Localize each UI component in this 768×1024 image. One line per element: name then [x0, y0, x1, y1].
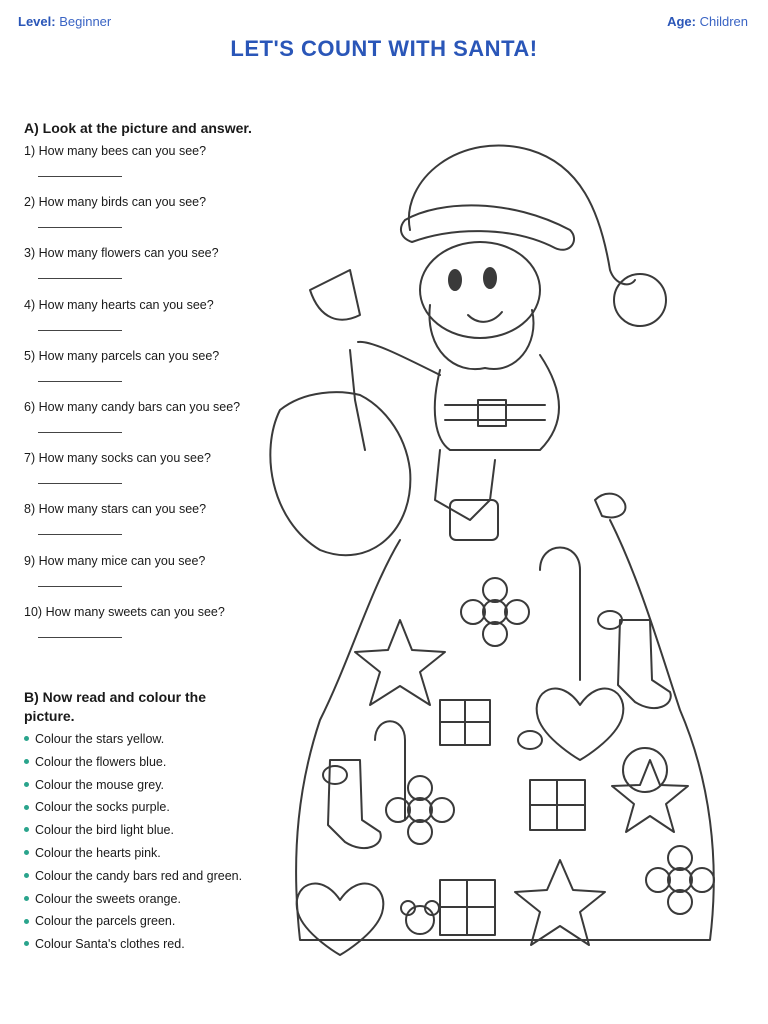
instruction-text: Colour the socks purple.	[35, 800, 170, 815]
santa-face	[420, 242, 540, 338]
star-3	[515, 860, 605, 945]
santa-tree-illustration	[240, 120, 768, 1020]
answer-line[interactable]	[38, 586, 122, 587]
instruction-item	[24, 867, 264, 890]
sack-string	[350, 350, 365, 450]
question-text: How many flowers can you see?	[38, 246, 219, 261]
candy-cane-2	[375, 721, 405, 820]
question-text: How many birds can you see?	[38, 195, 207, 210]
question-text: How many parcels can you see?	[38, 348, 220, 363]
level-label	[18, 14, 111, 29]
question-number: 10)	[24, 604, 43, 619]
section-b	[24, 688, 264, 958]
level-value: Beginner	[59, 14, 112, 29]
question-text: How many candy bars can you see?	[38, 399, 241, 414]
question-item	[24, 554, 264, 605]
question-number: 8)	[24, 502, 36, 517]
instruction-text: Colour Santa's clothes red.	[35, 937, 185, 952]
answer-line[interactable]	[38, 227, 122, 228]
question-number: 9)	[24, 553, 36, 568]
mouse-head	[406, 906, 434, 934]
hat-pompom	[614, 274, 666, 326]
flower-2	[386, 776, 454, 844]
santa-arm	[358, 342, 440, 375]
question-number: 6)	[24, 399, 36, 414]
bullet-dot-icon	[24, 782, 29, 787]
question-text: How many mice can you see?	[38, 553, 206, 568]
section-a-heading: A) Look at the picture and answer.	[24, 120, 252, 136]
bullet-dot-icon	[24, 850, 29, 855]
instruction-text: Colour the stars yellow.	[35, 732, 165, 746]
bee-2	[518, 731, 542, 749]
section-b-heading-line2: picture.	[24, 708, 75, 724]
question-item	[24, 246, 264, 297]
question-item	[24, 298, 264, 349]
section-b-heading	[24, 688, 264, 726]
bell	[310, 270, 360, 320]
instruction-item	[24, 798, 264, 821]
santa-leg	[435, 450, 495, 520]
santa-mouth	[468, 312, 502, 322]
santa-hat	[409, 145, 635, 284]
bullet-dot-icon	[24, 919, 29, 924]
instruction-list	[24, 730, 264, 958]
section-b-heading-line1: B) Now read and colour the	[24, 689, 207, 705]
bullet-dot-icon	[24, 736, 29, 741]
bullet-dot-icon	[24, 759, 29, 764]
sock-2	[618, 620, 671, 708]
question-item	[24, 605, 264, 656]
instruction-text: Colour the sweets orange.	[35, 891, 181, 906]
instruction-text: Colour the flowers blue.	[35, 754, 167, 769]
santa-boot	[450, 500, 498, 540]
question-text: How many socks can you see?	[38, 451, 211, 466]
question-text: How many hearts can you see?	[38, 297, 214, 312]
bullet-dot-icon	[24, 827, 29, 832]
bee-3	[323, 766, 347, 784]
question-number: 2)	[24, 195, 36, 210]
instruction-item	[24, 890, 264, 913]
star-1	[355, 620, 445, 705]
age-label	[667, 14, 748, 29]
bee-1	[598, 611, 622, 629]
bullet-dot-icon	[24, 941, 29, 946]
question-number: 7)	[24, 451, 36, 466]
instruction-text: Colour the hearts pink.	[35, 845, 161, 860]
candy-cane-1	[540, 548, 580, 681]
instruction-item	[24, 844, 264, 867]
instruction-text: Colour the candy bars red and green.	[35, 868, 243, 883]
question-text: How many sweets can you see?	[45, 604, 225, 619]
flower-3	[646, 846, 714, 914]
question-list	[24, 144, 264, 656]
instruction-item	[24, 912, 264, 935]
question-item	[24, 502, 264, 553]
section-a	[24, 120, 264, 656]
answer-line[interactable]	[38, 330, 122, 331]
bullet-dot-icon	[24, 873, 29, 878]
instruction-item	[24, 821, 264, 844]
santa-sack	[270, 392, 410, 555]
answer-line[interactable]	[38, 278, 122, 279]
question-item	[24, 400, 264, 451]
heart-2	[297, 884, 384, 955]
question-item	[24, 195, 264, 246]
instruction-text: Colour the parcels green.	[35, 914, 176, 929]
question-number: 4)	[24, 297, 36, 312]
belt-buckle	[478, 400, 506, 426]
question-text: How many bees can you see?	[38, 144, 207, 158]
flower-1	[461, 578, 529, 646]
instruction-text: Colour the mouse grey.	[35, 777, 164, 792]
instruction-item	[24, 776, 264, 799]
question-number: 5)	[24, 348, 36, 363]
instruction-item	[24, 753, 264, 776]
age-value: Children	[699, 14, 748, 29]
question-number: 1)	[24, 144, 36, 158]
level-key: Level:	[18, 14, 56, 29]
santa-eye-right	[484, 268, 496, 288]
sock-1	[328, 760, 381, 848]
page-title: LET'S COUNT WITH SANTA!	[230, 36, 538, 61]
answer-line[interactable]	[38, 381, 122, 382]
answer-line[interactable]	[38, 176, 122, 177]
question-text: How many stars can you see?	[38, 502, 207, 517]
answer-line[interactable]	[38, 483, 122, 484]
answer-line[interactable]	[38, 432, 122, 433]
question-number: 3)	[24, 246, 36, 261]
bird	[595, 494, 625, 518]
santa-belt	[445, 405, 545, 420]
question-item	[24, 451, 264, 502]
answer-line[interactable]	[38, 637, 122, 638]
santa-eye-left	[449, 270, 461, 290]
question-item	[24, 349, 264, 400]
instruction-item	[24, 730, 264, 753]
instruction-item	[24, 935, 264, 958]
answer-line[interactable]	[38, 534, 122, 535]
bullet-dot-icon	[24, 896, 29, 901]
heart-1	[537, 689, 624, 760]
instruction-text: Colour the bird light blue.	[35, 823, 174, 838]
bullet-dot-icon	[24, 805, 29, 810]
age-key: Age:	[667, 14, 696, 29]
question-item	[24, 144, 264, 195]
